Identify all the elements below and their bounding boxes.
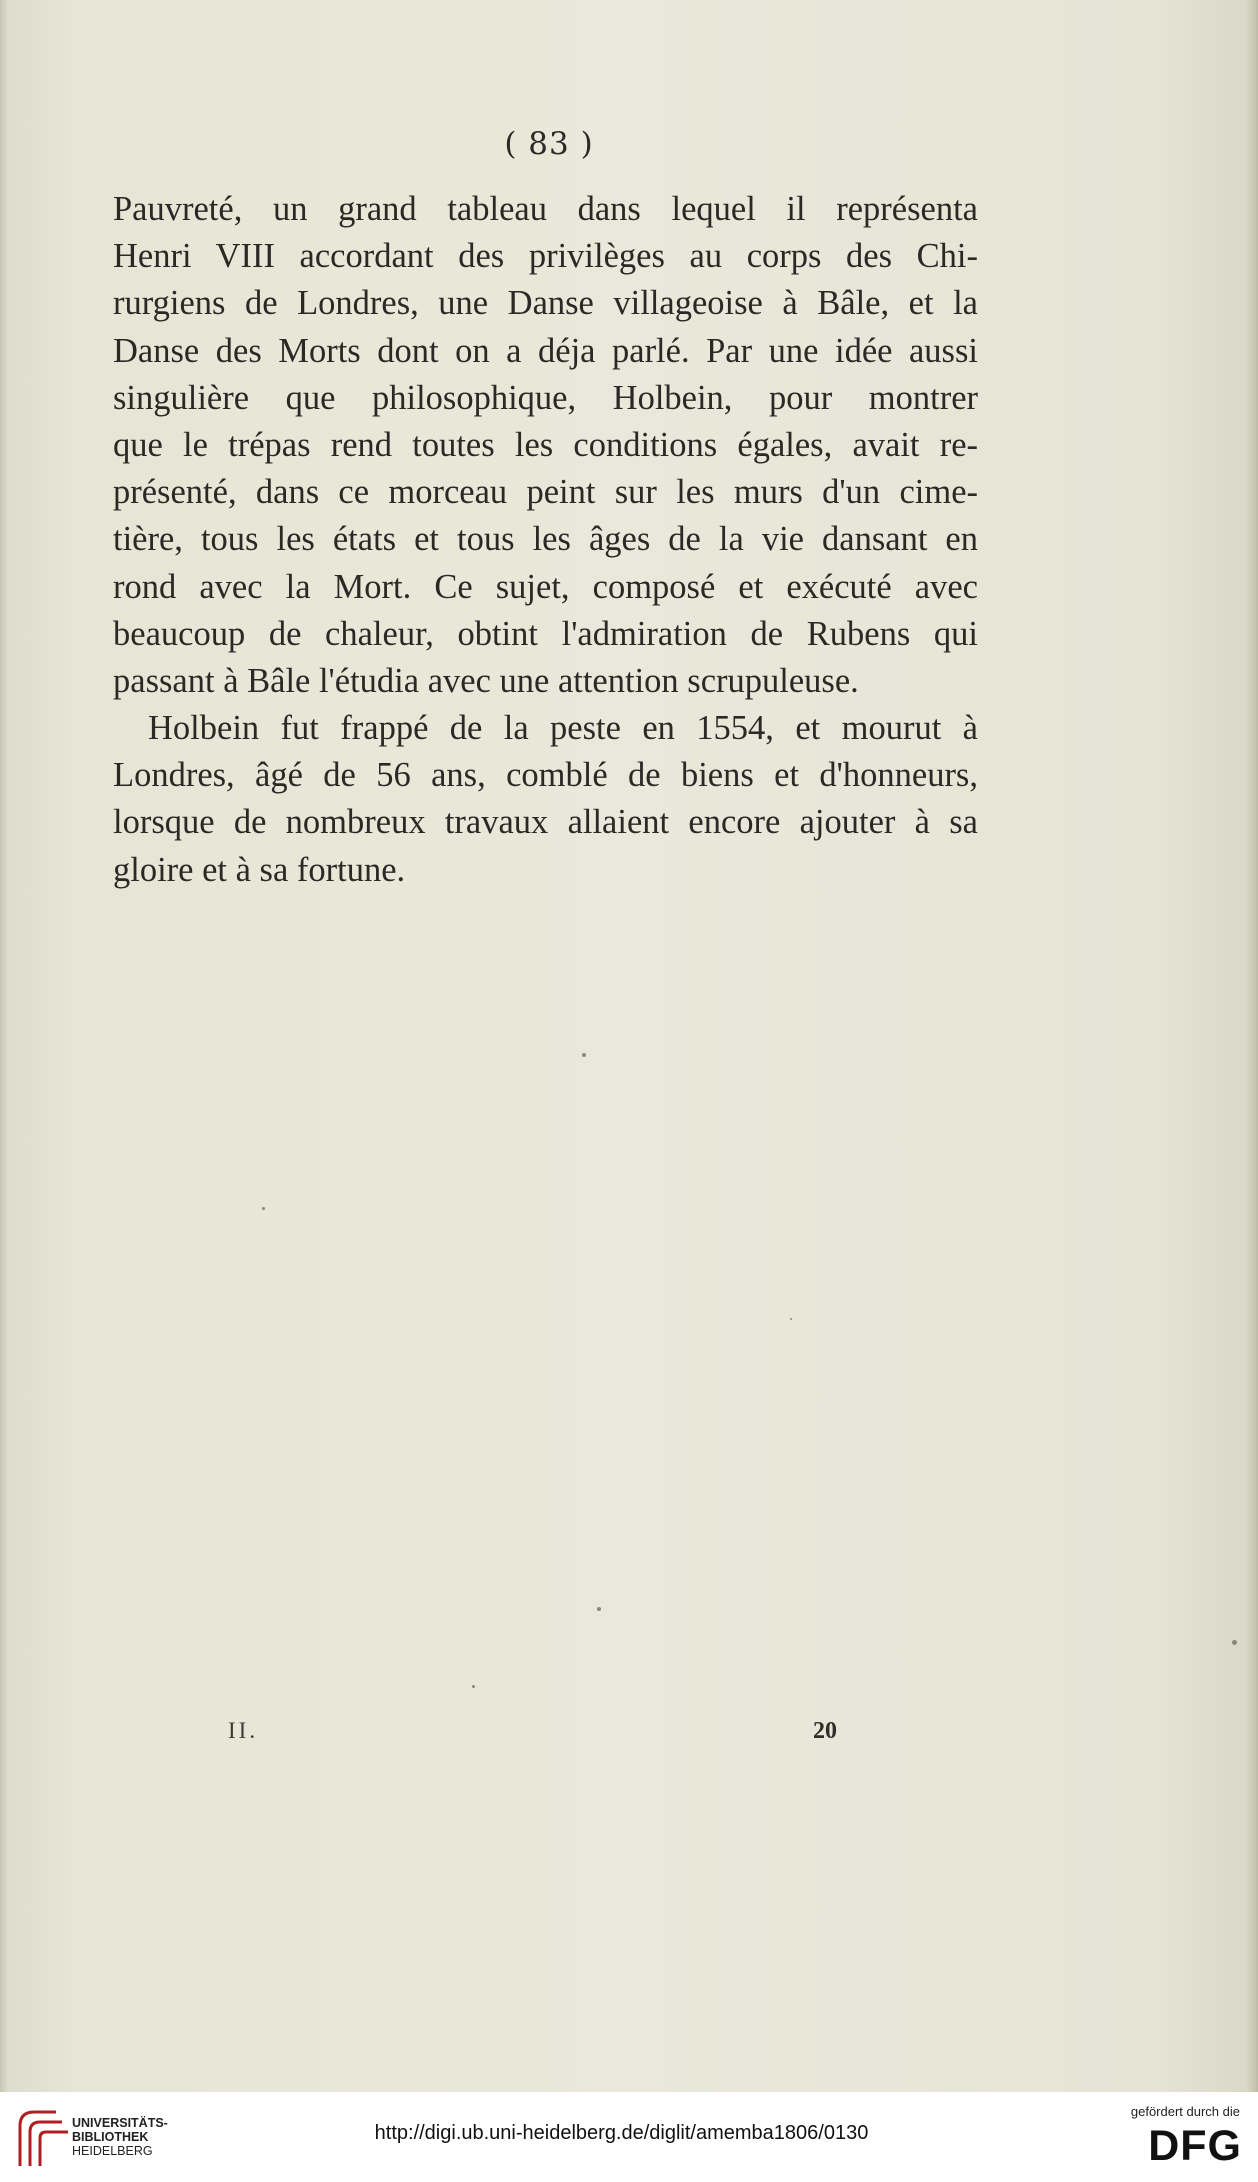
viewer-footer xyxy=(0,2092,1258,2182)
library-name-line-2: BIBLIOTHEK xyxy=(72,2130,149,2144)
text-line: que le trépas rend toutes les conditions égales, avait re- xyxy=(113,425,978,464)
page-number: ( 83 ) xyxy=(504,126,594,162)
text-line: Londres, âgé de 56 ans, comblé de biens et d'honneurs, xyxy=(113,756,978,795)
text-line: rond avec la Mort. Ce sujet, composé et exécuté avec xyxy=(113,567,978,606)
volume-signature: II. xyxy=(228,1718,259,1743)
sheet-signature: 20 xyxy=(813,1718,837,1744)
text-line: Holbein fut frappé de la peste en 1554, et mourut à xyxy=(148,709,978,748)
text-line: singulière que philosophique, Holbein, pour montrer xyxy=(113,378,978,417)
library-name-line-3: HEIDELBERG xyxy=(72,2144,153,2158)
text-line: présenté, dans ce morceau peint sur les murs d'un cime- xyxy=(113,473,978,512)
page-right-edge-shadow xyxy=(1246,0,1258,2092)
permalink-url[interactable]: http://digi.ub.uni-heidelberg.de/diglit/amemba1806/0130 xyxy=(374,2122,869,2144)
paper-speck xyxy=(472,1685,475,1688)
body-text xyxy=(113,186,978,894)
text-line: tière, tous les états et tous les âges de la vie dansant en xyxy=(113,520,978,559)
text-line: passant à Bâle l'étudia avec une attention scrupuleuse. xyxy=(113,661,859,700)
paper-speck xyxy=(262,1207,265,1210)
dfg-logo: DFG xyxy=(1148,2122,1242,2170)
text-line: Pauvreté, un grand tableau dans lequel il représenta xyxy=(113,190,978,228)
paragraph-1 xyxy=(113,186,978,705)
text-line: lorsque de nombreux travaux allaient encore ajouter à sa xyxy=(113,803,978,842)
text-line: Danse des Morts dont on a déja parlé. Par une idée aussi xyxy=(113,331,978,370)
library-name-line-1: UNIVERSITÄTS- xyxy=(72,2116,168,2130)
text-line: Henri VIII accordant des privilèges au corps des Chi- xyxy=(113,237,978,276)
paper-speck xyxy=(597,1607,601,1611)
page-left-edge-shadow xyxy=(0,0,8,2092)
paragraph-2 xyxy=(113,705,978,894)
text-line: gloire et à sa fortune. xyxy=(113,850,406,889)
funding-caption: gefördert durch die xyxy=(1130,2104,1240,2119)
paper-speck xyxy=(1232,1640,1237,1645)
paper-speck xyxy=(790,1318,792,1320)
text-line: beaucoup de chaleur, obtint l'admiration de Rubens qui xyxy=(113,614,978,653)
paper-speck xyxy=(582,1053,586,1057)
text-line: rurgiens de Londres, une Danse villageoise à Bâle, et la xyxy=(113,284,978,323)
